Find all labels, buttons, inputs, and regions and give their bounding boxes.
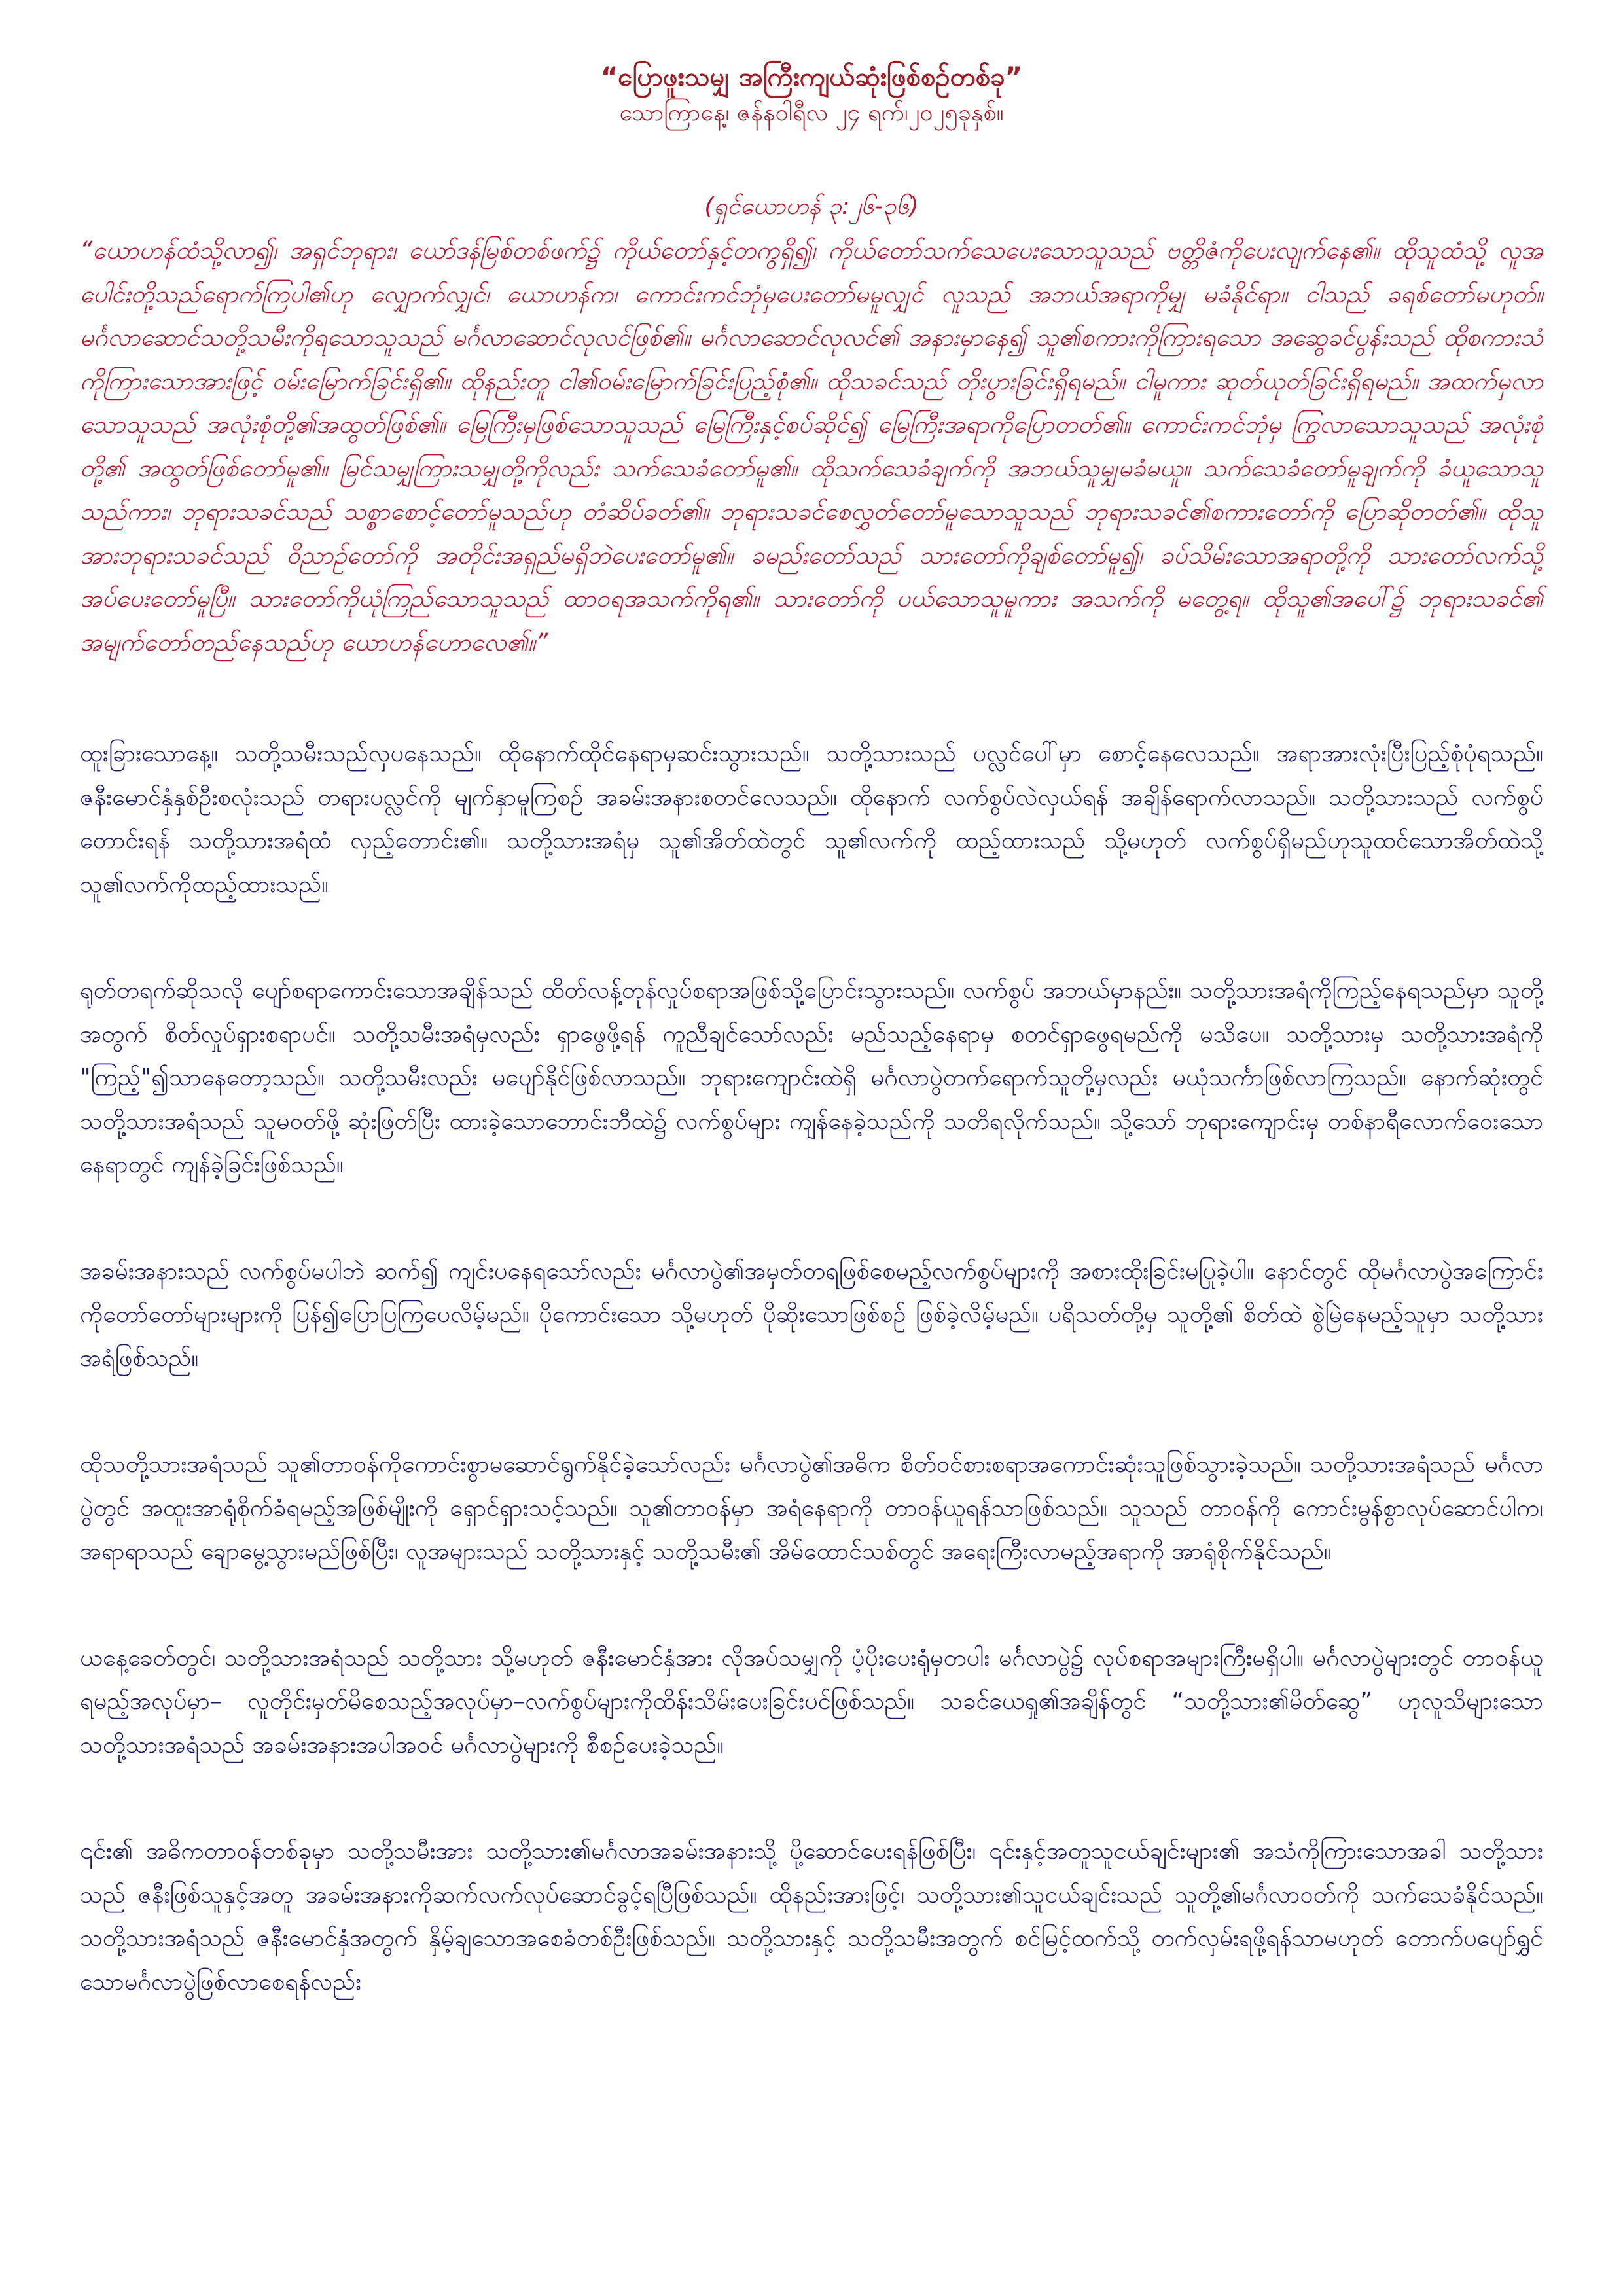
body-paragraph: အခမ်းအနားသည် လက်စွပ်မပါဘဲ ဆက်၍ ကျင်းပနေရသော်လည်း မင်္ဂလာပွဲ၏အမှတ်တရဖြစ်စေမည့်လက်စွပ်များကို အစားထိုးခြင်းမပြုခဲ့ပါ။ နောင်တွင် ထိုမင်္ဂလာပွဲအကြောင်းကိုတော်တော်များများကို ပြန်၍ပြောပြကြပေလိမ့်မည်။ ပိုကောင်းသော သို့မဟုတ် ပိုဆိုးသောဖြစ်စဉ် ဖြစ်ခဲ့လိမ့်မည်။ ပရိသတ်တို့မှ သူတို့၏ စိတ်ထဲ စွဲမြဲနေမည့်သူမှာ သတို့သားအရံဖြစ်သည်။	[80, 1257, 1544, 1372]
scripture-passage: “ယောဟန်ထံသို့လာ၍၊ အရှင်ဘုရား၊ ယော်ဒန်မြစ်တစ်ဖက်၌ ကိုယ်တော်နှင့်တကွရှိ၍၊ ကိုယ်တော်သက်သေပေးသောသူသည် ဗတ္တိဇံကိုပေးလျက်နေ၏။ ထိုသူထံသို့ လူအပေါင်းတို့သည်ရောက်ကြပါ၏ဟု လျှောက်လျှင်၊ ယောဟန်က၊ ကောင်းကင်ဘုံမှပေးတော်မမူလျှင် လူသည် အဘယ်အရာကိုမျှ မခံနိုင်ရာ။ ငါသည် ခရစ်တော်မဟုတ်။ မင်္ဂလာဆောင်သတို့သမီးကိုရသောသူသည် မင်္ဂလာဆောင်လုလင်ဖြစ်၏။ မင်္ဂလာဆောင်လုလင်၏ အနားမှာနေ၍ သူ၏စကားကိုကြားရသော အဆွေခင်ပွန်းသည် ထိုစကားသံကိုကြားသောအားဖြင့် ဝမ်းမြောက်ခြင်းရှိ၏။ ထိုနည်းတူ ငါ၏ဝမ်းမြောက်ခြင်းပြည့်စုံ၏။ ထိုသခင်သည် တိုးပွားခြင်းရှိရမည်။ ငါမူကား ဆုတ်ယုတ်ခြင်းရှိရမည်။ အထက်မှလာသောသူသည် အလုံးစုံတို့၏အထွတ်ဖြစ်၏။ မြေကြီးမှဖြစ်သောသူသည် မြေကြီးနှင့်စပ်ဆိုင်၍ မြေကြီးအရာကိုပြောတတ်၏။ ကောင်းကင်ဘုံမှ ကြွလာသောသူသည် အလုံးစုံတို့၏ အထွတ်ဖြစ်တော်မူ၏။ မြင်သမျှကြားသမျှတို့ကိုလည်း သက်သေခံတော်မူ၏။ ထိုသက်သေခံချက်ကို အဘယ်သူမျှမခံမယူ။ သက်သေခံတော်မူချက်ကို ခံယူသောသူသည်ကား၊ ဘုရားသခင်သည် သစ္စာစောင့်တော်မူသည်ဟု တံဆိပ်ခတ်၏။ ဘုရားသခင်စေလွှတ်တော်မူသောသူသည် ဘုရားသခင်၏စကားတော်ကို ပြောဆိုတတ်၏။ ထိုသူအားဘုရားသခင်သည် ဝိညာဉ်တော်ကို အတိုင်းအရှည်မရှိဘဲပေးတော်မူ၏။ ခမည်းတော်သည် သားတော်ကိုချစ်တော်မူ၍၊ ခပ်သိမ်းသောအရာတို့ကို သားတော်လက်သို့ အပ်ပေးတော်မူပြီ။ သားတော်ကိုယုံကြည်သောသူသည် ထာဝရအသက်ကိုရ၏။ သားတော်ကို ပယ်သောသူမူကား အသက်ကို မတွေ့ရ။ ထိုသူ၏အပေါ်၌ ဘုရားသခင်၏ အမျက်တော်တည်နေသည်ဟု ယောဟန်ဟောလေ၏။”	[80, 236, 1543, 656]
sermon-date: သောကြာနေ့၊ ဇန်နဝါရီလ ၂၄ ရက်၊၂၀၂၅ခုနှစ်။	[619, 99, 1004, 126]
body-paragraph: ထိုသတို့သားအရံသည် သူ၏တာဝန်ကိုကောင်းစွာမဆောင်ရွက်နိုင်ခဲ့သော်လည်း မင်္ဂလာပွဲ၏အဓိက စိတ်ဝင်စားစရာအကောင်းဆုံးသူဖြစ်သွားခဲ့သည်။ သတို့သားအရံသည် မင်္ဂလာပွဲတွင် အထူးအာရုံစိုက်ခံရမည့်အဖြစ်မျိုးကို ရှောင်ရှားသင့်သည်။ သူ၏တာဝန်မှာ အရံနေရာကို တာဝန်ယူရန်သာဖြစ်သည်။ သူသည် တာဝန်ကို ကောင်းမွန်စွာလုပ်ဆောင်ပါက၊ အရာရာသည် ချောမွေ့သွားမည်ဖြစ်ပြီး၊ လူအများသည် သတို့သားနှင့် သတို့သမီး၏ အိမ်ထောင်သစ်တွင် အရေးကြီးလာမည့်အရာကို အာရုံစိုက်နိုင်သည်။	[80, 1451, 1543, 1565]
body-paragraph: ၎င်း၏ အဓိကတာဝန်တစ်ခုမှာ သတို့သမီးအား သတို့သား၏မင်္ဂလာအခမ်းအနားသို့ ပို့ဆောင်ပေးရန်ဖြစ်ပြီး၊ ၎င်းနှင့်အတူသူငယ်ချင်းများ၏ အသံကိုကြားသောအခါ သတို့သားသည် ဇနီးဖြစ်သူနှင့်အတူ အခမ်းအနားကိုဆက်လက်လုပ်ဆောင်ခွင့်ရပြီဖြစ်သည်။ ထိုနည်းအားဖြင့်၊ သတို့သား၏သူငယ်ချင်းသည် သူတို့၏မင်္ဂလာဝတ်ကို သက်သေခံနိုင်သည်။ သတို့သားအရံသည် ဇနီးမောင်နှံအတွက် နှိမ့်ချသောအစေခံတစ်ဦးဖြစ်သည်။ သတို့သားနှင့် သတို့သမီးအတွက် စင်မြင့်ထက်သို့ တက်လှမ်းရဖို့ရန်သာမဟုတ် တောက်ပပျော်ရွှင်သောမင်္ဂလာပွဲဖြစ်လာစေရန်လည်း	[80, 1838, 1543, 1996]
body-paragraph: ထူးခြားသောနေ့။ သတို့သမီးသည်လှပနေသည်။ ထိုနောက်ထိုင်နေရာမှဆင်းသွားသည်။ သတို့သားသည် ပလ္လင်ပေါ်မှာ စောင့်နေလေသည်။ အရာအားလုံးပြီးပြည့်စုံပုံရသည်။ ဇနီးမောင်နှံနှစ်ဦးစလုံးသည် တရားပလ္လင်ကို မျက်နှာမူကြစဉ် အခမ်းအနားစတင်လေသည်။ ထိုနောက် လက်စွပ်လဲလှယ်ရန် အချိန်ရောက်လာသည်။ သတို့သားသည် လက်စွပ်တောင်းရန် သတို့သားအရံထံ လှည့်တောင်း၏။ သတို့သားအရံမှ သူ၏အိတ်ထဲတွင် သူ၏လက်ကို ထည့်ထားသည် သို့မဟုတ် လက်စွပ်ရှိမည်ဟုသူထင်သောအိတ်ထဲသို့ သူ၏လက်ကိုထည့်ထားသည်။	[80, 740, 1543, 898]
body-paragraph: ရုတ်တရက်ဆိုသလို ပျော်စရာကောင်းသောအချိန်သည် ထိတ်လန့်တုန်လှုပ်စရာအဖြစ်သို့ပြောင်းသွားသည်။ လက်စွပ် အဘယ်မှာနည်း။ သတို့သားအရံကိုကြည့်နေရသည်မှာ သူတို့အတွက် စိတ်လှုပ်ရှားစရာပင်။ သတို့သမီးအရံမှလည်း ရှာဖွေဖို့ရန် ကူညီချင်သော်လည်း မည်သည့်နေရာမှ စတင်ရှာဖွေရမည်ကို မသိပေ။ သတို့သားမှ သတို့သားအရံကို "ကြည့်"၍သာနေတော့သည်။ သတို့သမီးလည်း မပျော်နိုင်ဖြစ်လာသည်။ ဘုရားကျောင်းထဲရှိ မင်္ဂလာပွဲတက်ရောက်သူတို့မှလည်း မယုံသင်္ကာဖြစ်လာကြသည်။ နောက်ဆုံးတွင် သတို့သားအရံသည် သူမဝတ်ဖို့ ဆုံးဖြတ်ပြီး ထားခဲ့သောဘောင်းဘီထဲ၌ လက်စွပ်များ ကျန်နေခဲ့သည်ကို သတိရလိုက်သည်။ သို့သော် ဘုရားကျောင်းမှ တစ်နာရီလောက်ဝေးသော နေရာတွင် ကျန်ခဲ့ခြင်းဖြစ်သည်။	[80, 977, 1543, 1178]
scripture-reference: (ရှင်ယောဟန် ၃:၂၆-၃၆)	[704, 193, 919, 220]
sermon-title: “ပြောဖူးသမျှ အကြီးကျယ်ဆုံးဖြစ်စဥ်တစ်ခု”	[601, 62, 1022, 92]
body-paragraph: ယနေ့ခေတ်တွင်၊ သတို့သားအရံသည် သတို့သား သို့မဟုတ် ဇနီးမောင်နှံအား လိုအပ်သမျှကို ပံ့ပိုးပေးရုံမှတပါး မင်္ဂလာပွဲ၌ လုပ်စရာအများကြီးမရှိပါ။ မင်္ဂလာပွဲများတွင် တာဝန်ယူရမည့်အလုပ်မှာ– လူတိုင်းမှတ်မိစေသည့်အလုပ်မှာ–လက်စွပ်များကိုထိန်းသိမ်းပေးခြင်းပင်ဖြစ်သည်။ သခင်ယေရှု၏အချိန်တွင် “သတို့သား၏မိတ်ဆွေ” ဟုလူသိများသော သတို့သားအရံသည် အခမ်းအနားအပါအဝင် မင်္ဂလာပွဲများကို စီစဉ်ပေးခဲ့သည်။	[80, 1644, 1543, 1759]
